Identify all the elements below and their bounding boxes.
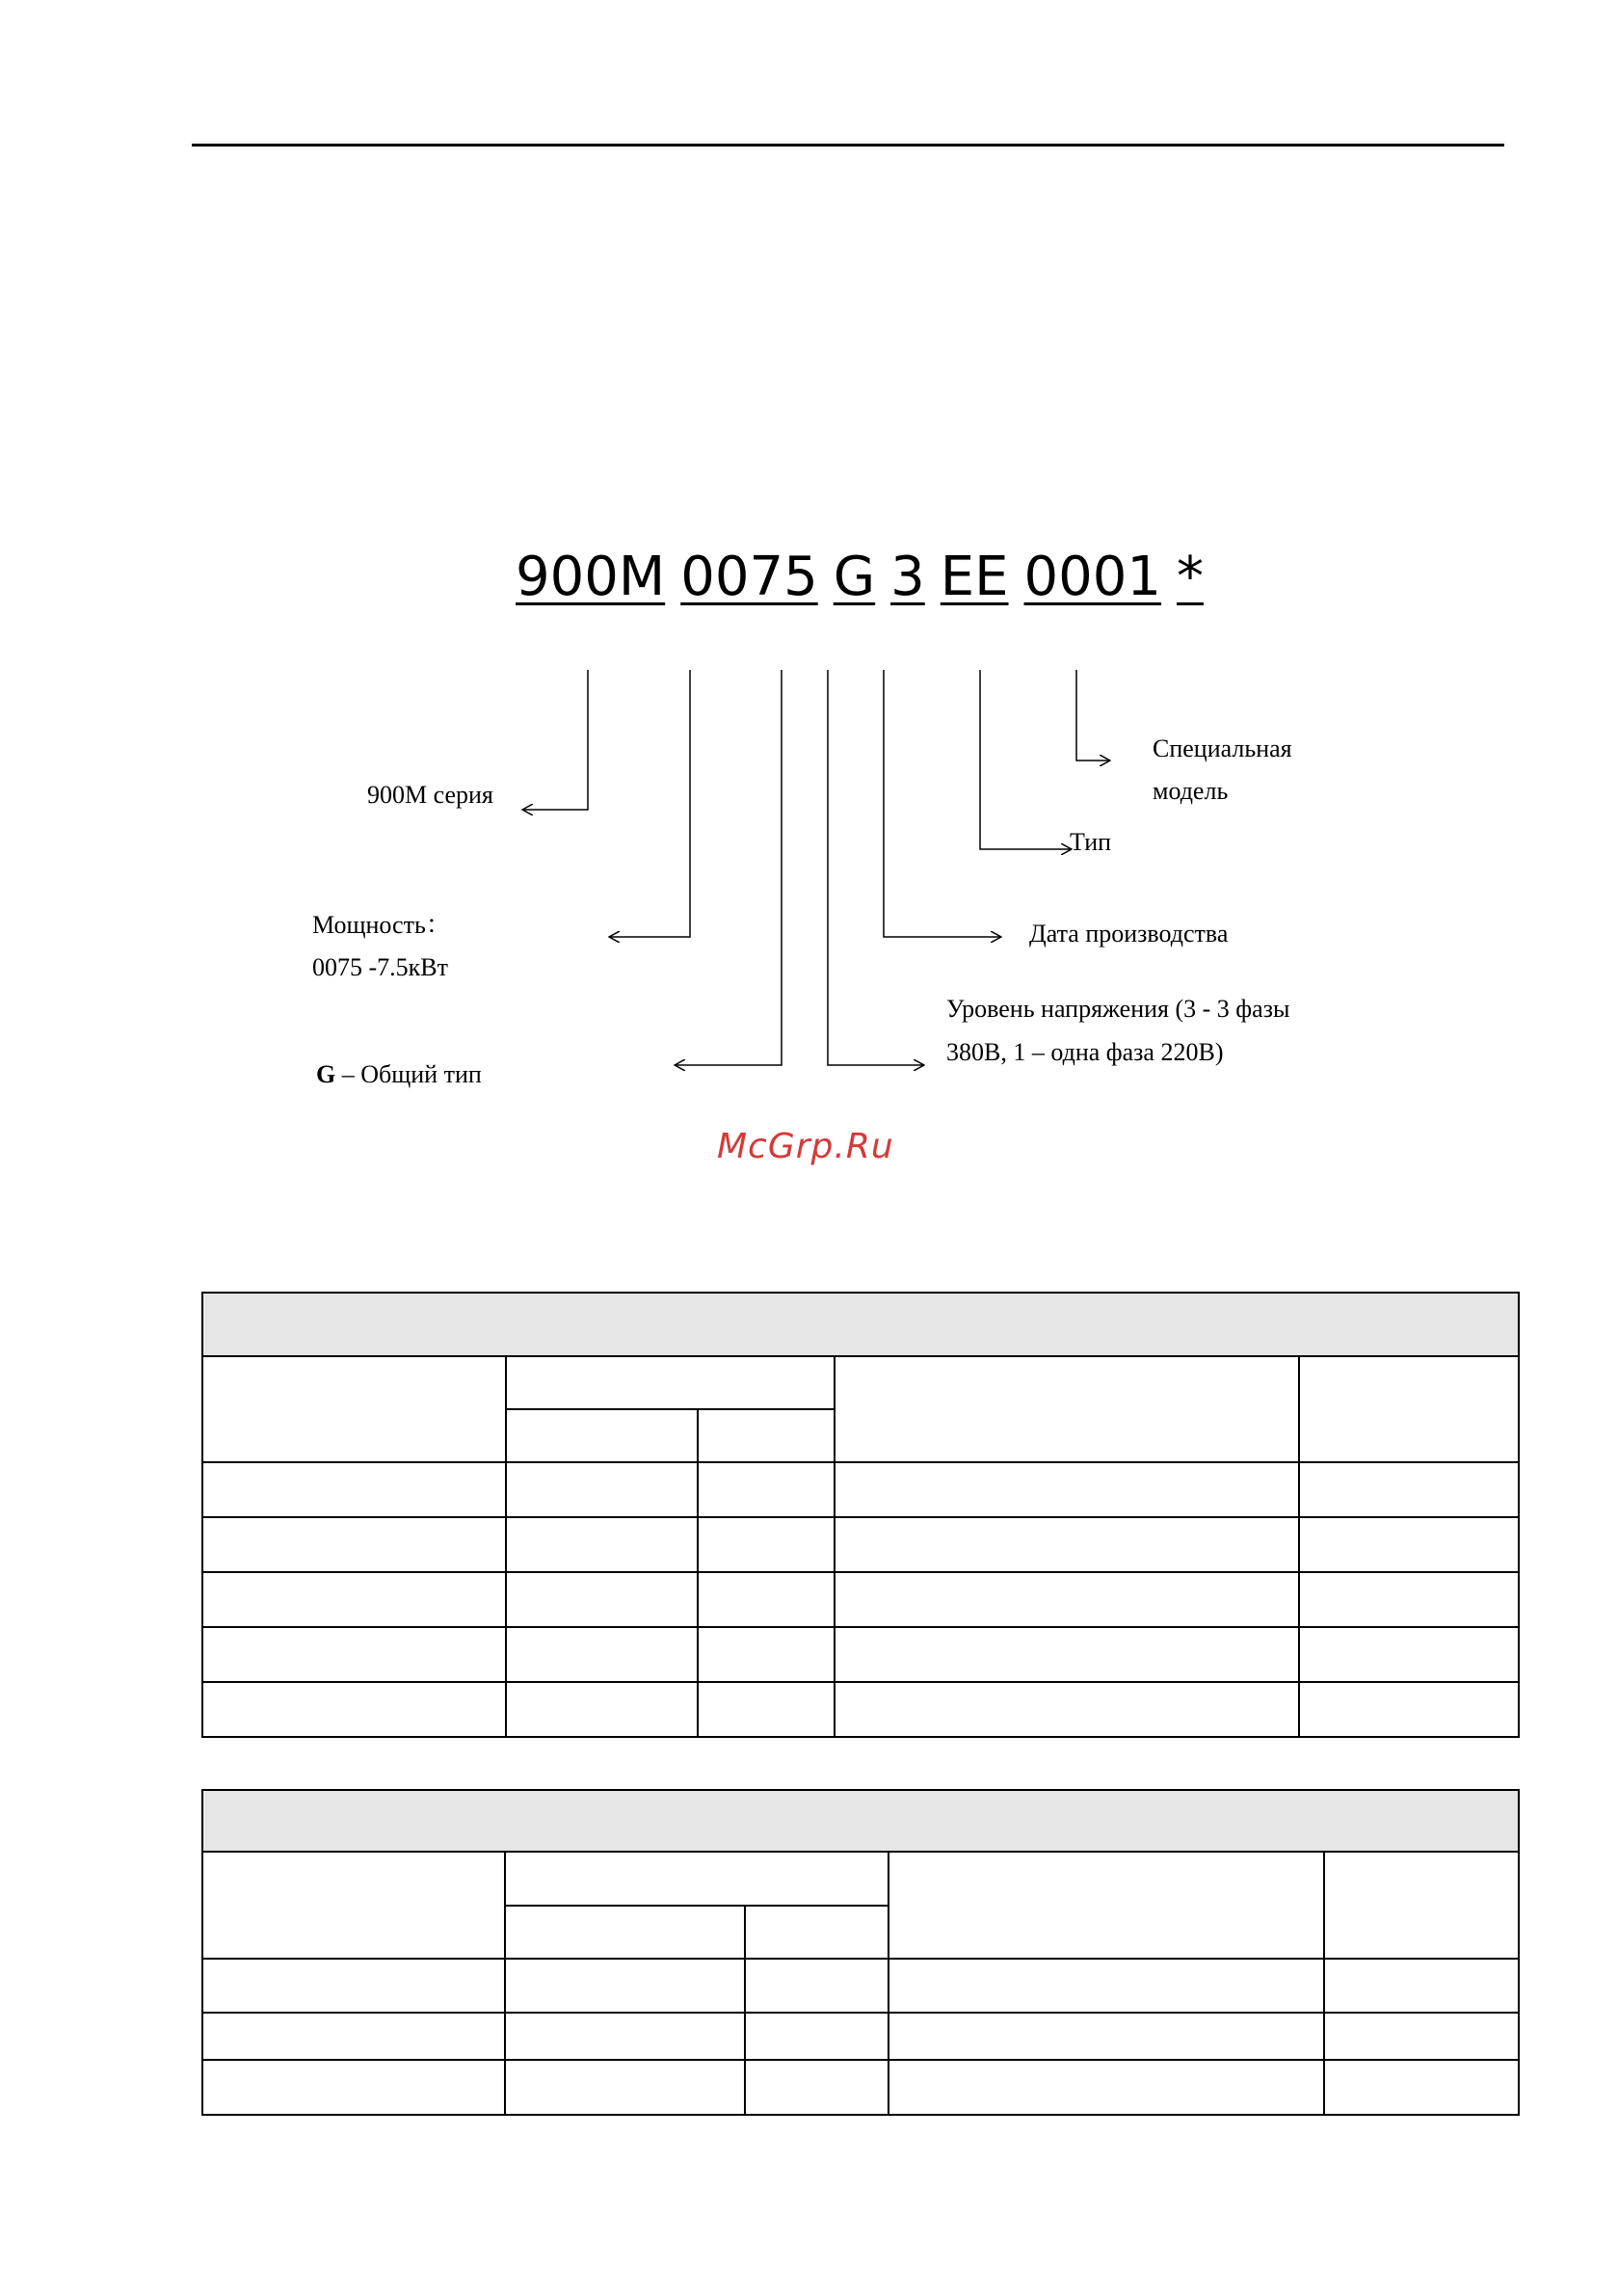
leader-voltage: [828, 670, 924, 1065]
table-row: [202, 1572, 1519, 1627]
label-power-line1: Мощность：: [312, 911, 451, 939]
table-2-header: [202, 1790, 1519, 1852]
label-general-type-text: – Общий тип: [335, 1060, 482, 1088]
leader-type: [980, 670, 1072, 849]
model-code-voltage: 3: [890, 546, 925, 608]
label-voltage-line2: 380В, 1 – одна фаза 220В): [946, 1038, 1224, 1066]
table-1-col-head-3: [698, 1409, 835, 1462]
model-code-power: 0075: [680, 546, 818, 608]
label-general-type: [316, 1054, 482, 1096]
table-1-col-head-4: [835, 1356, 1299, 1462]
table-row: [202, 1517, 1519, 1572]
watermark: McGrp.Ru: [717, 1127, 894, 1166]
label-general-type-letter: G: [316, 1060, 336, 1088]
table-row: [202, 2060, 1519, 2115]
model-code: [516, 546, 1219, 608]
model-code-series: 900M: [516, 546, 666, 608]
table-row: [202, 1627, 1519, 1682]
spec-table-1: [201, 1292, 1520, 1738]
table-row: [202, 1462, 1519, 1517]
label-type: Тип: [1070, 828, 1112, 856]
leader-power: [609, 670, 690, 937]
label-production-date: Дата производства: [1029, 920, 1229, 948]
label-special-line2: модель: [1153, 777, 1229, 805]
header-rule: [192, 144, 1504, 147]
table-1-header: [202, 1293, 1519, 1356]
label-series: 900M серия: [367, 781, 493, 809]
table-1-col-head-1: [202, 1356, 506, 1462]
table-1-col-head-2: [506, 1409, 698, 1462]
table-2-col-head-4: [889, 1852, 1324, 1959]
leader-date: [884, 670, 1001, 937]
table-2-col-head-2: [505, 1906, 745, 1959]
table-1-col-head-group: [506, 1356, 835, 1409]
table-row: [202, 2013, 1519, 2060]
label-power-line2: 0075 -7.5кВт: [312, 953, 448, 981]
spec-table-2: [201, 1789, 1520, 2116]
table-row: [202, 1682, 1519, 1737]
model-code-type: G: [833, 546, 876, 608]
table-2-col-head-5: [1324, 1852, 1519, 1959]
model-code-special: *: [1177, 546, 1205, 608]
table-1-col-head-5: [1299, 1356, 1519, 1462]
table-2-col-head-1: [202, 1852, 505, 1959]
label-special-line1: Специальная: [1153, 734, 1292, 762]
label-voltage-line1: Уровень напряжения (3 - 3 фазы: [946, 995, 1290, 1023]
leader-general-type: [675, 670, 782, 1065]
leader-series: [522, 670, 588, 810]
table-row: [202, 1959, 1519, 2013]
table-2-col-head-3: [745, 1906, 889, 1959]
model-code-date: EE: [940, 546, 1009, 608]
model-code-model-type: 0001: [1023, 546, 1162, 608]
table-2-col-head-group: [505, 1852, 889, 1906]
leader-special: [1076, 670, 1110, 761]
